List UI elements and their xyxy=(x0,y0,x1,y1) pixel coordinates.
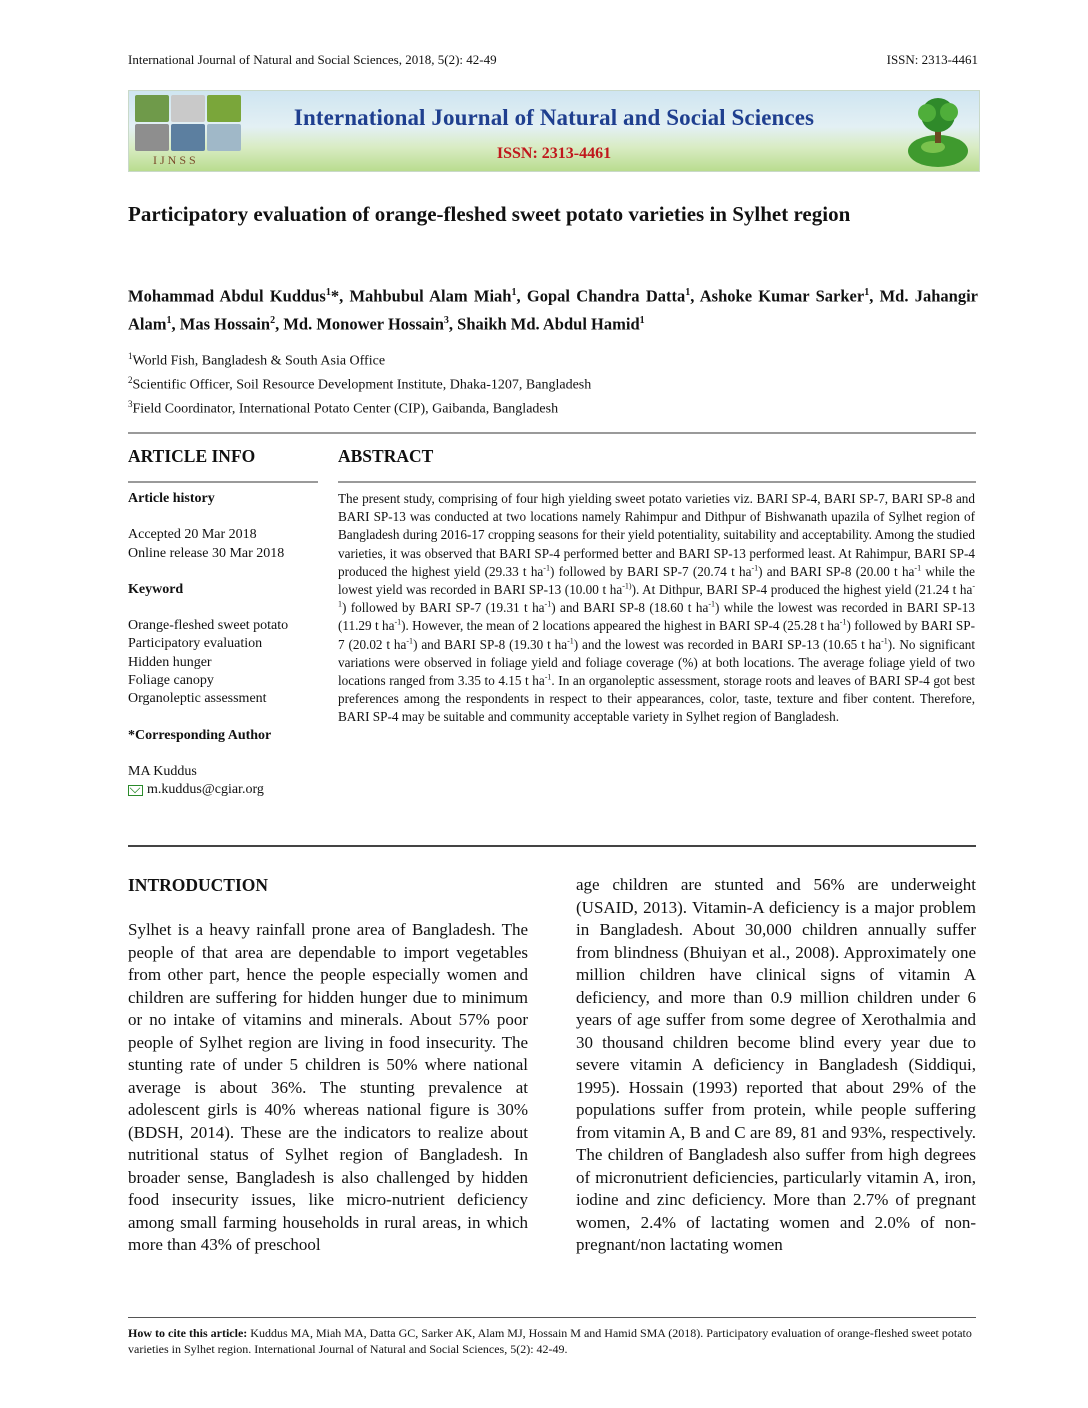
unit-exponent: -1 xyxy=(914,563,922,573)
author-affiliation-number: 1 xyxy=(639,314,645,326)
abstract-segment: while the lowest yield was recorded in BARI SP-13 (10.00 t ha xyxy=(338,563,975,598)
author-affiliation-number: 1 xyxy=(166,314,172,326)
journal-banner xyxy=(128,90,980,172)
abstract-segment: ) and BARI SP-8 (19.30 t ha xyxy=(413,636,568,652)
abstract-segment: ) followed by BARI SP-7 (20.74 t ha xyxy=(549,563,752,579)
online-release-date: Online release 30 Mar 2018 xyxy=(128,545,285,561)
author-name: Md. Monower Hossain xyxy=(283,314,444,333)
keyword-item: Organoleptic assessment xyxy=(128,691,267,707)
section-divider xyxy=(128,432,976,434)
keyword-item: Orange-fleshed sweet potato xyxy=(128,618,289,634)
author-name: Ashoke Kumar Sarker xyxy=(699,286,865,306)
introduction-right-column: age children are stunted and 56% are underweight (USAID, 2013). Vitamin-A deficiency is a major problem in Bangladesh. About 30,000 children annually suffer from blindness (Bhuiyan et al., 2008). Approximately one million children have clinical signs of vitamin A deficiency, and more than 0.9 million children under 6 years of age suffer from some degree of Xerothalmia and 30 thousand children become blind every year due to severe vitamin A deficiency in Bangladesh (Siddiqui, 1995). Hossain (1993) reported that about 29% of the populations suffer from protein, while people suffering from vitamin A, B and C are 89, 81 and 93%, respectively. The children of Bangladesh also suffer from high degrees of micronutrient deficiencies, particularly vitamin A, iron, iodine and zinc deficiency. More than 2.7% of pregnant women, 2.4% of lactating women and 2.0% of non-pregnant/non lactating women xyxy=(576,875,976,1254)
unit-exponent: -1 xyxy=(406,636,414,646)
unit-exponent: -1 xyxy=(751,563,759,573)
author-affiliation-number: 2 xyxy=(270,314,276,326)
abstract-segment: ). No significant variations were observed in foliage yield and foliage coverage (%) at both locations. The average foliage yield of two locations ranged from 3.35 to 4.15 t ha xyxy=(338,636,975,689)
email-line xyxy=(128,781,318,799)
affiliation-number: 3 xyxy=(128,399,133,410)
unit-exponent: -1 xyxy=(881,636,888,646)
keyword-item: Participatory evaluation xyxy=(128,636,263,652)
keyword-list xyxy=(128,617,318,708)
author-affiliation-number: 1 xyxy=(511,287,517,298)
article-history-label: Article history xyxy=(128,491,215,506)
globe-tree-icon xyxy=(903,95,973,169)
accepted-date: Accepted 20 Mar 2018 xyxy=(128,527,257,543)
unit-exponent: -1 xyxy=(567,636,574,646)
issn-line: ISSN: 2313-4461 xyxy=(886,52,978,67)
author-name: Gopal Chandra Datta xyxy=(526,286,686,306)
affiliation-text: Scientific Officer, Soil Resource Development Institute, Dhaka-1207, Bangladesh xyxy=(132,377,592,393)
affiliation-number: 1 xyxy=(128,351,133,361)
author-list: Mohammad Abdul Kuddus$^1$*, Mahbubul Alam Miah$^1$, Gopal Chandra Datta$^1$, Ashoke Kumar Sarker$^1$, Md. Jahangir Alam$^1$, Mas Hossain$^2$, Md. Monower Hossain$^3$, Shaikh Md. Abdul Hamid$^1$ xyxy=(128,286,979,333)
affiliation-list xyxy=(128,347,591,419)
abstract-segment: The present study, comprising of four high yielding sweet potato varieties viz. BARI SP-4, BARI SP-7, BARI SP-8 and BARI SP-13 was conducted at two locations namely Rahimpur and Dithpur of Bishwanath upazila of Sylhet region of Bangladesh during 2016-17 cropping seasons for their yield potentiality, suitability and acceptability. Among the studied varieties, it was observed that BARI SP-4 performed better and BARI SP-13 performed least. At Rahimpur, BARI SP-4 produced the highest yield (29.33 t ha xyxy=(338,491,975,579)
author-name: Md. Jahangir Alam xyxy=(128,286,979,333)
introduction-left-column: Sylhet is a heavy rainfall prone area of Bangladesh. The people of that area are dependable to import vegetables from other part, hence the people especially women and children are suffering for hidden hunger due to minimum or no intake of vitamins and minerals. About 57% poor people of Sylhet region are living in food insecurity. The stunting rate of under 5 children is 50% where national average is about 36%. The stunting prevalence at adolescent girls is 40% whereas national figure is 30% (BDSH, 2014). These are the indicators to realize about nutritional status of Sylhet region of Bangladesh. In broader sense, Bangladesh is also challenged by hidden food insecurity issues, like micro-nutrient deficiency among small farming households in rural areas, in which more than 43% of preschool xyxy=(128,920,528,1254)
article-info xyxy=(128,490,318,800)
affiliation-line xyxy=(128,371,591,395)
email-link[interactable]: m.kuddus@cgiar.org xyxy=(147,782,264,798)
body-divider xyxy=(128,845,976,847)
author-name: Shaikh Md. Abdul Hamid xyxy=(457,314,640,333)
corresponding-author-name: MA Kuddus xyxy=(128,763,197,779)
author-name: Mohammad Abdul Kuddus xyxy=(128,286,326,306)
author-affiliation-number: 1 xyxy=(685,287,691,298)
logo-text: IJNSS xyxy=(153,153,199,167)
author-name: Mahbubul Alam Miah xyxy=(349,286,512,306)
unit-exponent: -1) xyxy=(622,581,632,591)
keyword-label: Keyword xyxy=(128,581,184,597)
citation-text: Kuddus MA, Miah MA, Datta GC, Sarker AK, Alam MJ, Hossain M and Hamid SMA (2018). Participatory evaluation of orange-fleshed sweet potato varieties in Sylhet region. International Journal of Natural and Social Sciences, 5(2): 42-49. xyxy=(128,1326,972,1356)
unit-exponent: -1 xyxy=(544,672,552,682)
unit-exponent: -1 xyxy=(708,599,715,609)
abstract-segment: ) followed by BARI SP-7 (20.02 t ha xyxy=(338,618,975,652)
abstract-segment: ). At Dithpur, BARI SP-4 produced the highest yield (21.24 t ha xyxy=(631,582,973,598)
banner-issn: ISSN: 2313-4461 xyxy=(496,145,612,162)
affiliation-text: Field Coordinator, International Potato Center (CIP), Gaibanda, Bangladesh xyxy=(132,401,559,417)
citation-label: How to cite this article: xyxy=(128,1326,248,1340)
corresponding-author-label: *Corresponding Author xyxy=(128,727,272,743)
affiliation-line xyxy=(128,347,591,371)
mail-icon xyxy=(128,785,143,796)
abstract-segment: ) and BARI SP-8 (18.60 t ha xyxy=(551,600,709,616)
affiliation-line xyxy=(128,395,591,419)
unit-exponent: -1 xyxy=(839,618,847,628)
author-affiliation-number: 1 xyxy=(864,287,870,298)
citation-footer xyxy=(128,1325,978,1357)
abstract-segment: ) followed by BARI SP-7 (19.31 t ha xyxy=(342,600,545,616)
paper-title: Participatory evaluation of orange-fleshed sweet potato varieties in Sylhet region xyxy=(128,202,851,226)
abstract-divider xyxy=(338,481,976,483)
introduction-heading: INTRODUCTION xyxy=(128,875,269,895)
corresponding-mark: * xyxy=(330,286,340,306)
affiliation-number: 2 xyxy=(128,375,133,386)
abstract-segment: ) while the lowest was recorded in BARI SP-13 (11.29 t ha xyxy=(338,600,975,634)
abstract-heading: ABSTRACT xyxy=(338,446,434,466)
abstract-segment: ). However, the mean of 2 locations appeared the highest in BARI SP-4 (25.28 t ha xyxy=(401,618,840,634)
keyword-item: Foliage canopy xyxy=(128,673,214,689)
unit-exponent: -1 xyxy=(544,599,552,609)
keyword-item: Hidden hunger xyxy=(128,654,212,670)
abstract-segment: ) and BARI SP-8 (20.00 t ha xyxy=(758,563,915,579)
author-affiliation-number: 1 xyxy=(325,287,331,298)
affiliation-text: World Fish, Bangladesh & South Asia Office xyxy=(132,353,386,369)
banner-title: International Journal of Natural and Social Sciences xyxy=(293,105,815,130)
author-affiliation-number: 3 xyxy=(443,314,449,326)
unit-exponent: -1 xyxy=(543,563,550,573)
running-head xyxy=(128,52,978,68)
abstract-segment: ) and the lowest was recorded in BARI SP-13 (10.65 t ha xyxy=(573,636,882,652)
footer-divider xyxy=(128,1317,976,1318)
abstract-text xyxy=(338,490,975,727)
abstract-segment: . In an organoleptic assessment, storage roots and leaves of BARI SP-4 got best preferences among the respondents in respect to their appearances, color, taste, texture and fiber content. Therefore, BARI SP-4 may be suitable and community acceptable variety in Sylhet region of Bangladesh. xyxy=(338,673,975,725)
author-name: Mas Hossain xyxy=(179,314,271,333)
info-divider xyxy=(128,481,318,483)
unit-exponent: -1 xyxy=(394,618,402,628)
unit-exponent: -1 xyxy=(338,581,975,609)
journal-citation-line: International Journal of Natural and Social Sciences, 2018, 5(2): 42-49 xyxy=(128,52,497,67)
article-info-heading: ARTICLE INFO xyxy=(128,446,256,466)
